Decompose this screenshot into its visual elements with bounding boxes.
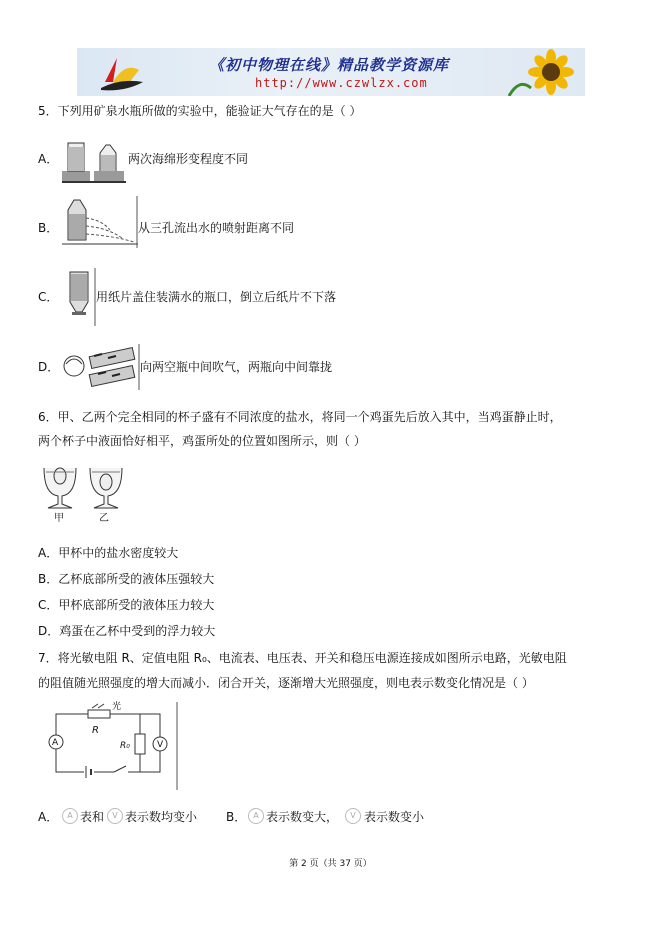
banner-url: http://www.czwlzx.com: [255, 76, 428, 90]
q6-option-d-letter: D．: [38, 624, 60, 638]
circuit-r0-label: R₀: [120, 741, 130, 751]
circuit-light-label: 光: [112, 702, 122, 712]
q7-option-b-letter: B．: [226, 810, 247, 824]
q5-option-d-letter: D．: [38, 360, 60, 374]
three-hole-bottle-figure: [62, 196, 138, 248]
q6-option-a-letter: A．: [38, 546, 59, 560]
q6-option-d: [38, 623, 215, 639]
q6-option-b-letter: B．: [38, 572, 59, 586]
q6-option-b: [38, 571, 214, 587]
q6-option-c-letter: C．: [38, 598, 59, 612]
q7-option-b-text2: 表示数变小: [364, 810, 425, 824]
sponge-bottles-figure: [62, 133, 126, 185]
q5-option-a-letter: A．: [38, 152, 59, 166]
q7-option-a-text2: 表示数均变小: [125, 810, 198, 824]
circuit-ammeter-label: A: [52, 738, 59, 748]
q6-option-b-text: 乙杯底部所受的液体压强较大: [58, 572, 215, 586]
q6-option-c-text: 甲杯底部所受的液体压力较大: [58, 598, 215, 612]
question-6-stem-line1: 6．甲、乙两个完全相同的杯子盛有不同浓度的盐水，将同一个鸡蛋先后放入其中，当鸡蛋静止时，: [38, 410, 562, 424]
question-6-stem-line2: 两个杯子中液面恰好相平，鸡蛋所处的位置如图所示，则（ ）: [38, 434, 366, 448]
question-7-stem-line2: 的阻值随光照强度的增大而减小．闭合开关，逐渐增大光照强度，则电表示数变化情况是（ ）: [38, 676, 534, 690]
q7-option-b-text: 表示数变大，: [266, 810, 339, 824]
ammeter-icon: A: [248, 808, 264, 824]
photoresistor-symbol: [88, 710, 110, 718]
q5-option-a-text: 两次海绵形变程度不同: [128, 152, 249, 166]
question-5-stem: 5．下列用矿泉水瓶所做的实验中，能验证大气存在的是（ ）: [38, 104, 362, 118]
q6-option-d-text: 鸡蛋在乙杯中受到的浮力较大: [59, 624, 216, 638]
question-7-stem-line1: 7．将光敏电阻 R、定值电阻 R₀、电流表、电压表、开关和稳压电源连接成如图所示电路，光敏电阻: [38, 651, 567, 665]
q7-option-a-letter: A．: [38, 810, 59, 824]
blowing-bottles-figure: [62, 344, 140, 390]
header-banner: [77, 48, 585, 96]
logo-icon: [95, 52, 155, 94]
q5-option-b-letter: B．: [38, 221, 59, 235]
q5-option-d-text: 向两空瓶中间吹气，两瓶向中间靠拢: [140, 360, 333, 374]
circuit-r-label: R: [92, 725, 99, 736]
page-footer: 第 2 页（共 37 页）: [289, 859, 372, 869]
voltmeter-icon: V: [345, 808, 361, 824]
sunflower-icon: [505, 48, 585, 96]
q5-option-c-text: 用纸片盖住装满水的瓶口，倒立后纸片不下落: [96, 290, 337, 304]
circuit-voltmeter-label: V: [157, 740, 164, 750]
fixed-resistor-symbol: [135, 734, 145, 754]
cup-label-yi: 乙: [99, 513, 109, 524]
q7-option-a-text: 表和: [80, 810, 105, 824]
ammeter-icon: A: [62, 808, 78, 824]
cup-label-jia: 甲: [54, 513, 64, 524]
q5-option-c-letter: C．: [38, 290, 59, 304]
q5-option-b-text: 从三孔流出水的喷射距离不同: [138, 221, 295, 235]
voltmeter-icon: V: [107, 808, 123, 824]
egg-cups-figure: [40, 460, 128, 514]
q6-option-a-text: 甲杯中的盐水密度较大: [58, 546, 179, 560]
banner-title: 《初中物理在线》精品教学资源库: [209, 56, 450, 74]
q6-option-c: [38, 597, 214, 613]
inverted-bottle-figure: [62, 268, 96, 326]
q6-option-a: [38, 545, 178, 561]
